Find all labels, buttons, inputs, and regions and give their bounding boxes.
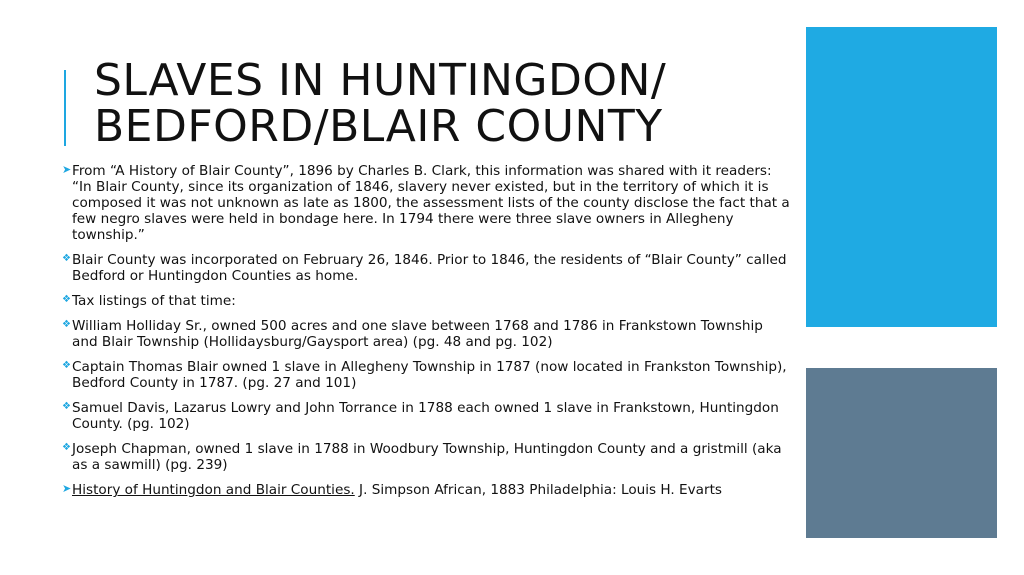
diamond-bullet-icon: ❖ <box>62 294 71 305</box>
decorative-slate-block <box>806 368 997 538</box>
diamond-bullet-icon: ❖ <box>62 360 71 371</box>
slide-body <box>62 163 790 507</box>
title-line-1: SLAVES IN HUNTINGDON/ <box>94 55 667 106</box>
paragraph-davis-lowry-torrance <box>62 400 790 432</box>
paragraph-tax-listings <box>62 293 790 309</box>
title-accent-line <box>64 70 66 146</box>
paragraph-text: Samuel Davis, Lazarus Lowry and John Torrance in 1788 each owned 1 slave in Frankstown, Huntingdon County. (pg. 102) <box>72 400 779 432</box>
paragraph-text: William Holliday Sr., owned 500 acres and one slave between 1768 and 1786 in Frankstown Township and Blair Township (Hollidaysburg/Gaysport area) (pg. 48 and pg. 102) <box>72 318 763 350</box>
diamond-bullet-icon: ❖ <box>62 401 71 412</box>
paragraph-blair-history <box>62 163 790 243</box>
slide-title <box>94 55 794 152</box>
paragraph-text: From “A History of Blair County”, 1896 by Charles B. Clark, this information was shared with it readers: “In Blair County, since its organization of 1846, slavery never existed, but in the territory of which it is composed it was not unknown as late as 1800, the assessment lists of the county disclose the fact that a few negro slaves were held in bondage here. In 1794 there were three slave owners in Allegheny township.” <box>72 163 790 243</box>
arrow-bullet-icon: ➤ <box>62 163 72 176</box>
paragraph-text: Blair County was incorporated on February 26, 1846. Prior to 1846, the residents of “Blair County” called Bedford or Huntingdon Counties as home. <box>72 252 787 284</box>
diamond-bullet-icon: ❖ <box>62 319 71 330</box>
citation-details: J. Simpson African, 1883 Philadelphia: Louis H. Evarts <box>354 482 723 498</box>
paragraph-chapman <box>62 441 790 473</box>
diamond-bullet-icon: ❖ <box>62 442 71 453</box>
citation <box>62 482 790 498</box>
diamond-bullet-icon: ❖ <box>62 253 71 264</box>
arrow-bullet-icon: ➤ <box>62 482 72 495</box>
paragraph-text: Tax listings of that time: <box>72 293 236 309</box>
paragraph-incorporation <box>62 252 790 284</box>
paragraph-thomas-blair <box>62 359 790 391</box>
citation-book-title: History of Huntingdon and Blair Counties. <box>72 482 355 498</box>
paragraph-text: Captain Thomas Blair owned 1 slave in Allegheny Township in 1787 (now located in Frankston Township), Bedford County in 1787. (pg. 27 and 101) <box>72 359 787 391</box>
decorative-blue-block <box>806 27 997 327</box>
title-line-2: BEDFORD/BLAIR COUNTY <box>94 101 663 152</box>
paragraph-text: Joseph Chapman, owned 1 slave in 1788 in Woodbury Township, Huntingdon County and a gristmill (aka as a sawmill) (pg. 239) <box>72 441 782 473</box>
paragraph-holliday <box>62 318 790 350</box>
